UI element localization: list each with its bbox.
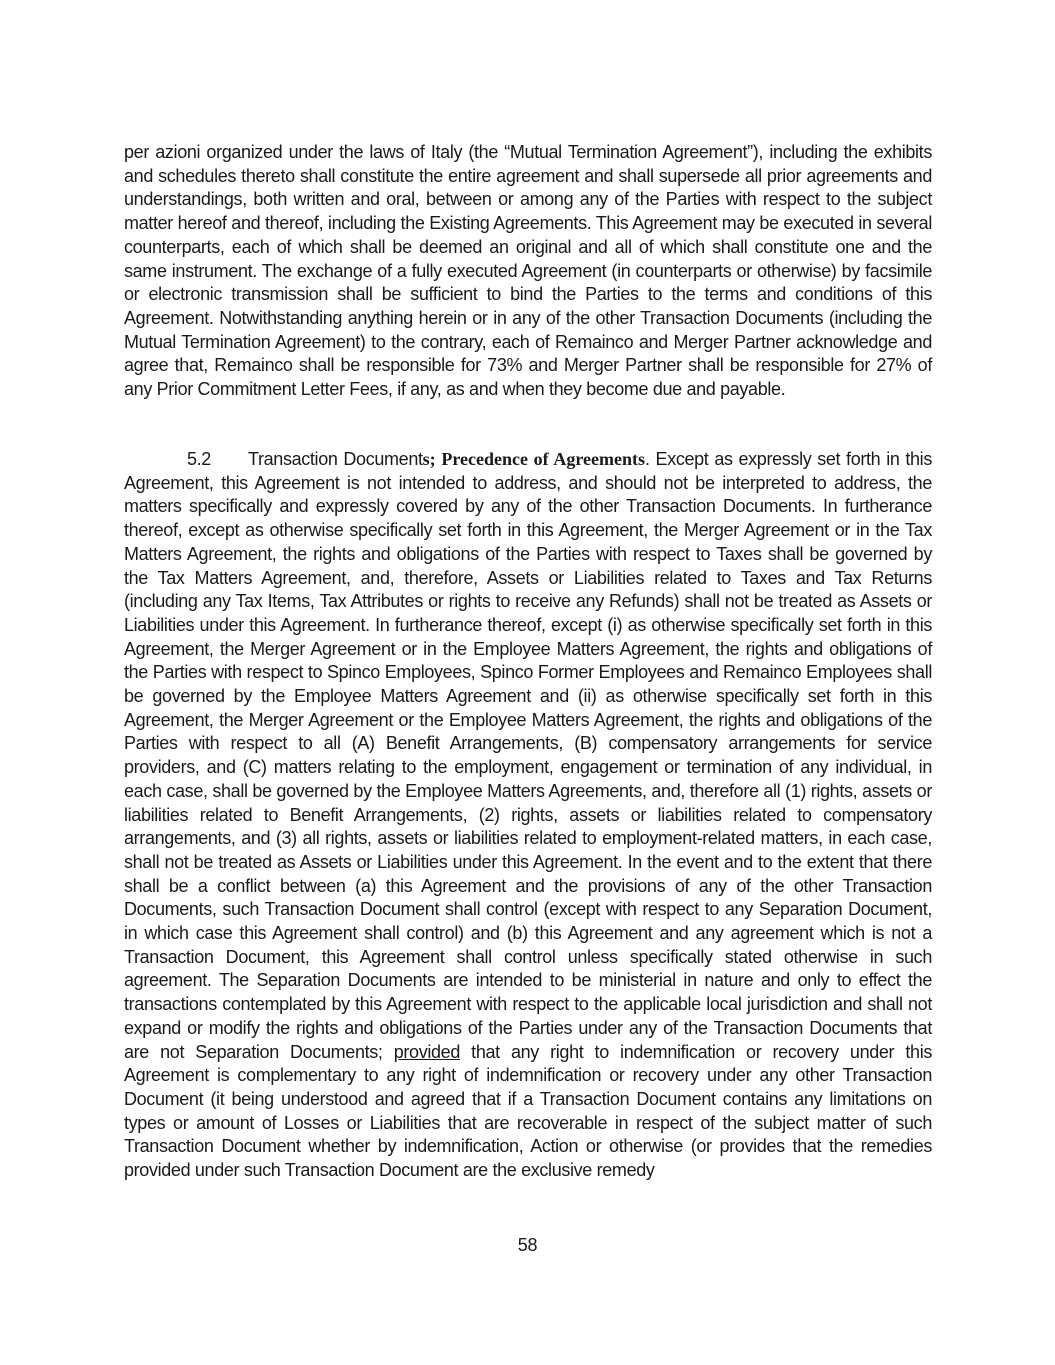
section-body-after-proviso: that any right to indemnification or recovery under this Agreement is complementary to any right of indemnification or recovery under any other Transaction Document (it being understood and agreed that if a Transaction Document contains any limitations on types or amount of Losses or Liabilities that are recoverable in respect of the subject matter of such Transaction Document whether by indemnification, Action or otherwise (or provides that the remedies provided under such Transaction Document are the exclusive remedy bbox=[124, 1041, 932, 1181]
section-heading bbox=[248, 449, 650, 469]
section-number: 5.2 bbox=[187, 449, 211, 469]
section-5-2-paragraph bbox=[124, 448, 932, 1183]
provided-term: provided bbox=[393, 1041, 460, 1062]
section-heading-part-2: s; Precedence of Agreements bbox=[422, 449, 646, 469]
section-body-before-proviso: Except as expressly set forth in this Agreement, this Agreement is not intended to address, and should not be interpreted to address, the matters specifically and expressly covered by any of the other Transaction Documents. In furtherance thereof, except as otherwise specifically set forth in this Agreement, the Merger Agreement or in the Tax Matters Agreement, the rights and obligations of the Parties with respect to Taxes shall be governed by the Tax Matters Agreement, and, therefore, Assets or Liabilities related to Taxes and Tax Returns (including any Tax Items, Tax Attributes or rights to receive any Refunds) shall not be treated as Assets or Liabilities under this Agreement. In furtherance thereof, except (i) as otherwise specifically set forth in this Agreement, the Merger Agreement or in the Employee Matters Agreement, the rights and obligations of the Parties with respect to Spinco Employees, Spinco Former Employees and Remainco Employees shall be governed by the Employee Matters Agreement and (ii) as otherwise specifically set forth in this Agreement, the Merger Agreement or the Employee Matters Agreement, the rights and obligations of the Parties with respect to all (A) Benefit Arrangements, (B) compensatory arrangements for service providers, and (C) matters relating to the employment, engagement or termination of any individual, in each case, shall be governed by the Employee Matters Agreements, and, therefore all (1) rights, assets or liabilities related to Benefit Arrangements, (2) rights, assets or liabilities related to compensatory arrangements, and (3) all rights, assets or liabilities related to employment-related matters, in each case, shall not be treated as Assets or Liabilities under this Agreement. In the event and to the extent that there shall be a conflict between (a) this Agreement and the provisions of any of the other Transaction Documents, such Transaction Document shall control (except with respect to any Separation Document, in which case this Agreement shall control) and (b) this Agreement and any agreement which is not a Transaction Document, this Agreement shall control unless specifically stated otherwise in such agreement. The Separation Documents are intended to be ministerial in nature and only to effect the transactions contemplated by this Agreement with respect to the applicable local jurisdiction and shall not expand or modify the rights and obligations of the Parties under any of the Transaction Documents that are not Separation Documents; bbox=[124, 449, 932, 1062]
page-number: 58 bbox=[517, 1235, 538, 1255]
paragraph-entire-agreement: per azioni organized under the laws of Italy (the “Mutual Termination Agreement”), including the exhibits and schedules thereto shall constitute the entire agreement and shall supersede all prior agreements and understandings, both written and oral, between or among any of the Parties with respect to the subject matter hereof and thereof, including the Existing Agreements. This Agreement may be executed in several counterparts, each of which shall be deemed an original and all of which shall constitute one and the same instrument. The exchange of a fully executed Agreement (in counterparts or otherwise) by facsimile or electronic transmission shall be sufficient to bind the Parties to the terms and conditions of this Agreement. Notwithstanding anything herein or in any of the other Transaction Documents (including the Mutual Termination Agreement) to the contrary, each of Remainco and Merger Partner acknowledge and agree that, Remainco shall be responsible for 73% and Merger Partner shall be responsible for 27% of any Prior Commitment Letter Fees, if any, as and when they become due and payable. bbox=[124, 142, 932, 400]
section-heading-punctuation: . bbox=[645, 449, 650, 469]
section-heading-part-1: Transaction Document bbox=[248, 449, 423, 469]
